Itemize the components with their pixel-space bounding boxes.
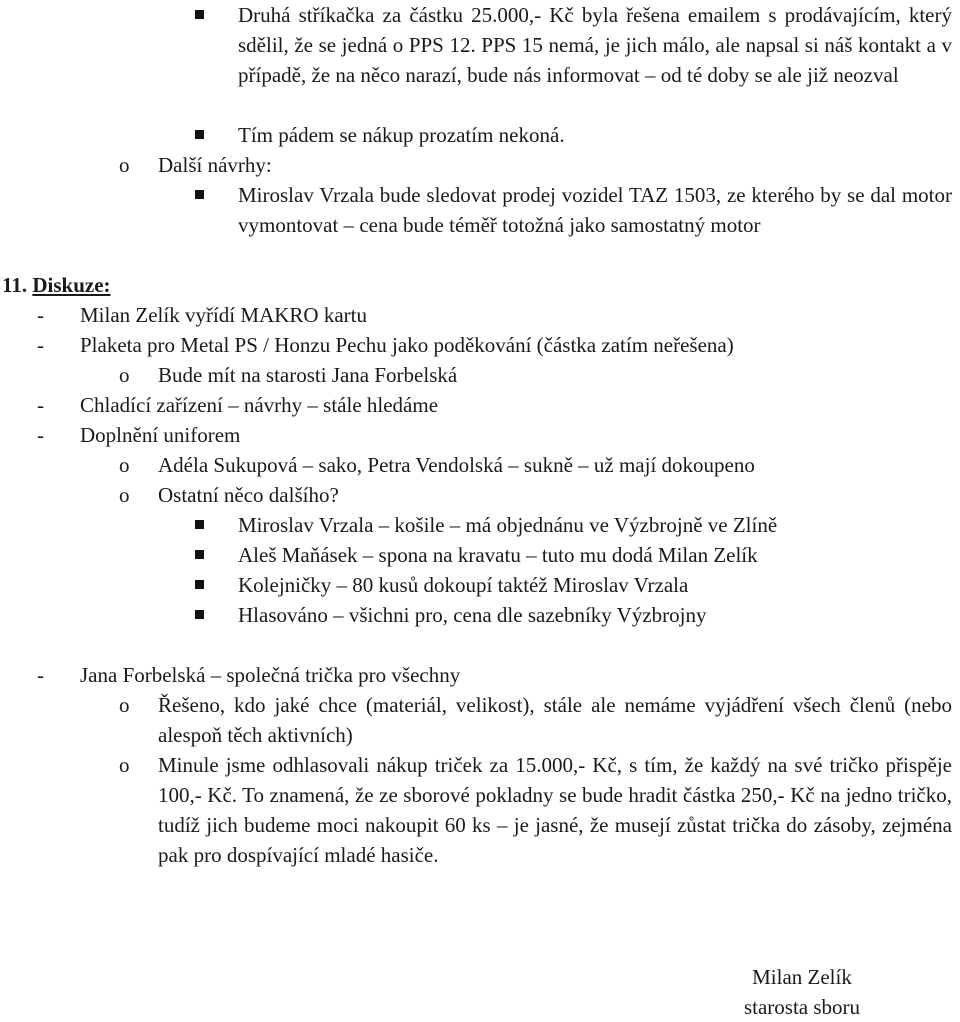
circle-bullet-icon: o (119, 453, 130, 477)
sub-item (119, 480, 952, 510)
bullet-text: Tím pádem se nákup prozatím nekoná. (238, 123, 565, 147)
circle-bullet-icon: o (119, 363, 130, 387)
item-text: Milan Zelík vyřídí MAKRO kartu (80, 303, 367, 327)
sub-item-text: Ostatní něco dalšího? (158, 483, 339, 507)
bullet-item (238, 120, 952, 150)
sub-item (119, 750, 952, 870)
item-text: Jana Forbelská – společná trička pro všechny (80, 663, 461, 687)
bullet-text: Kolejničky – 80 kusů dokoupí taktéž Miroslav Vrzala (238, 573, 689, 597)
circle-bullet-icon: o (119, 483, 130, 507)
square-bullet-icon (195, 610, 204, 619)
square-bullet-icon (195, 10, 204, 19)
bullet-item (238, 540, 952, 570)
bullet-item (238, 0, 952, 90)
sub-item (119, 150, 952, 180)
bullet-item (238, 600, 952, 630)
sub-item-text: Adéla Sukupová – sako, Petra Vendolská – sukně – už mají dokoupeno (158, 453, 755, 477)
discussion-item (37, 390, 952, 420)
dash-marker: - (37, 393, 44, 417)
discussion-item (37, 660, 952, 690)
section-title: Diskuze: (32, 273, 111, 297)
sub-item-text: Další návrhy: (158, 153, 272, 177)
dash-marker: - (37, 333, 44, 357)
bullet-item (238, 570, 952, 600)
dash-marker: - (37, 663, 44, 687)
discussion-item (37, 300, 952, 330)
bullet-text: Miroslav Vrzala – košile – má objednánu ve Výzbrojně ve Zlíně (238, 513, 778, 537)
sub-item-text: Bude mít na starosti Jana Forbelská (158, 363, 458, 387)
section-number: 11. (2, 273, 28, 297)
sub-item (119, 360, 952, 390)
item-text: Chladící zařízení – návrhy – stále hledáme (80, 393, 439, 417)
bullet-item (238, 510, 952, 540)
dash-marker: - (37, 303, 44, 327)
square-bullet-icon (195, 130, 204, 139)
bullet-text: Aleš Maňásek – spona na kravatu – tuto mu dodá Milan Zelík (238, 543, 758, 567)
square-bullet-icon (195, 520, 204, 529)
sub-item (119, 450, 952, 480)
item-text: Plaketa pro Metal PS / Honzu Pechu jako poděkování (částka zatím neřešena) (80, 333, 734, 357)
bullet-text: Miroslav Vrzala bude sledovat prodej vozidel TAZ 1503, ze kterého by se dal motor vymontovat – cena bude téměř totožná jako samostatný motor (238, 183, 952, 237)
item-text: Doplnění uniforem (80, 423, 241, 447)
circle-bullet-icon: o (119, 693, 130, 717)
discussion-item (37, 330, 952, 360)
circle-bullet-icon: o (119, 153, 130, 177)
signature-name: Milan Zelík (752, 965, 852, 989)
discussion-item (37, 420, 952, 450)
square-bullet-icon (195, 580, 204, 589)
square-bullet-icon (195, 550, 204, 559)
bullet-item (238, 180, 952, 240)
square-bullet-icon (195, 190, 204, 199)
signature-block (722, 962, 882, 1022)
signature-role: starosta sboru (743, 995, 861, 1019)
sub-item-text: Minule jsme odhlasovali nákup triček za 15.000,- Kč, s tím, že každý na své tričko přispěje 100,- Kč. To znamená, že ze sborové pokladny se bude hradit částka 250,- Kč na jedno tričko, tudíž jich budeme moci nakoupit 60 ks – je jasné, že musejí zůstat trička do zásoby, zejména pak pro dospívající mladé hasiče. (158, 753, 952, 867)
bullet-text: Druhá stříkačka za částku 25.000,- Kč byla řešena emailem s prodávajícím, který sdělil, že se jedná o PPS 12. PPS 15 nemá, je jich málo, ale napsal si náš kontakt a v případě, že na něco narazí, bude nás informovat – od té doby se ale již neozval (238, 3, 952, 87)
bullet-text: Hlasováno – všichni pro, cena dle sazebníky Výzbrojny (238, 603, 707, 627)
dash-marker: - (37, 423, 44, 447)
section-heading (2, 270, 111, 300)
sub-item-text: Řešeno, kdo jaké chce (materiál, velikost), stále ale nemáme vyjádření všech členů (nebo alespoň těch aktivních) (158, 693, 952, 747)
circle-bullet-icon: o (119, 753, 130, 777)
sub-item (119, 690, 952, 750)
